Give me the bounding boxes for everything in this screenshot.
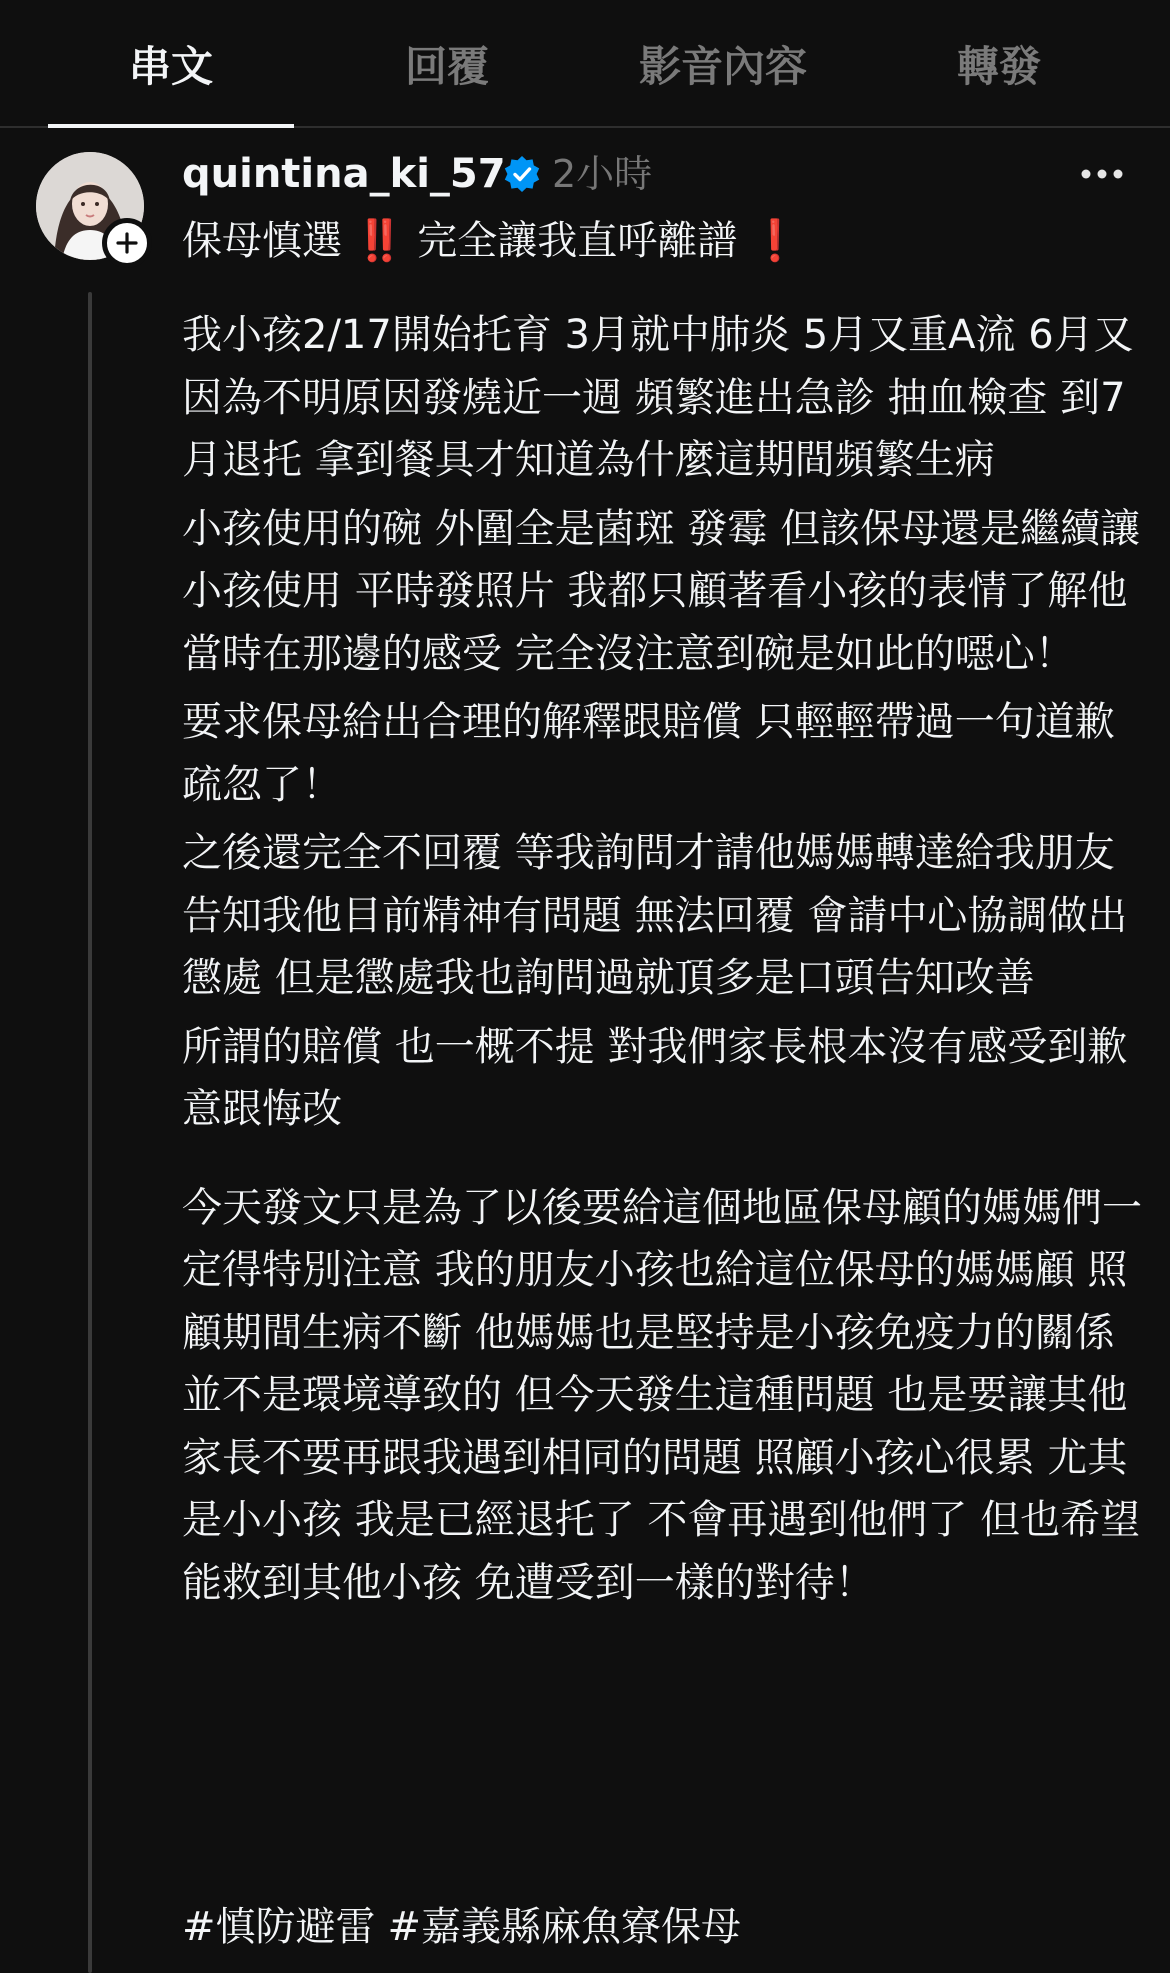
post-username[interactable]: quintina_ki_57: [182, 151, 506, 197]
tab-media[interactable]: 影音內容: [638, 42, 807, 91]
more-options-button[interactable]: [1070, 150, 1134, 198]
post-paragraph: 所謂的賠償 也一概不提 對我們家長根本沒有感受到歉意跟悔改: [182, 1023, 1128, 1132]
exclamation-icon: ❗️: [749, 218, 800, 264]
hashtag-link[interactable]: #嘉義縣麻魚寮保母: [387, 1904, 742, 1950]
double-exclamation-icon: ‼️: [354, 218, 405, 264]
headline-text-1: 保母慎選: [182, 218, 355, 264]
post-headline: [182, 210, 1142, 272]
post-paragraph: 之後還完全不回覆 等我詢問才請他媽媽轉達給我朋友告知我他目前精神有問題 無法回覆 會請中心協調做出懲處 但是懲處我也詢問過就頂多是口頭告知改善: [182, 830, 1128, 1001]
plus-icon: [114, 230, 140, 256]
tab-reposts[interactable]: 轉發: [956, 42, 1041, 91]
post-paragraph: 小孩使用的碗 外圍全是菌斑 發霉 但該保母還是繼續讓小孩使用 平時發照片 我都只顧著看小孩的表情了解他當時在那邊的感受 完全沒注意到碗是如此的噁心！: [182, 505, 1141, 677]
post-body: [182, 304, 1142, 1620]
hashtag-link[interactable]: #慎防避雷: [182, 1904, 376, 1950]
thread-connector-line: [88, 292, 92, 1973]
profile-tabs: [0, 0, 1170, 128]
follow-button[interactable]: [102, 218, 152, 268]
active-tab-indicator: [48, 124, 294, 128]
post-paragraph: 今天發文只是為了以後要給這個地區保母顧的媽媽們一定得特別注意 我的朋友小孩也給這位保母的媽媽顧 照顧期間生病不斷 他媽媽也是堅持是小孩免疫力的關係 並不是環境導致的 但今天發生這種問題 也是要讓其他家長不要再跟我遇到相同的問題 照顧小孩心很累 尤其是小小孩 我是已經退托了 不會再遇到他們了 但也希望能救到其他小孩 免遭受到一樣的對待！: [182, 1184, 1142, 1606]
post-hashtags: [182, 1896, 753, 1958]
post-timestamp: 2小時: [552, 152, 653, 196]
tab-threads[interactable]: 串文: [128, 42, 213, 91]
more-horizontal-icon: [1080, 168, 1124, 180]
headline-text-2: 完全讓我直呼離譜: [404, 218, 750, 264]
post-paragraph: 我小孩2/17開始托育 3月就中肺炎 5月又重A流 6月又因為不明原因發燒近一週 頻繁進出急診 抽血檢查 到7月退托 拿到餐具才知道為什麼這期間頻繁生病: [182, 312, 1134, 483]
post-paragraph: 要求保母給出合理的解釋跟賠償 只輕輕帶過一句道歉 疏忽了！: [182, 699, 1115, 808]
verified-badge-icon: [502, 154, 542, 194]
tab-replies[interactable]: 回覆: [404, 42, 489, 91]
avatar-container[interactable]: [36, 152, 144, 260]
